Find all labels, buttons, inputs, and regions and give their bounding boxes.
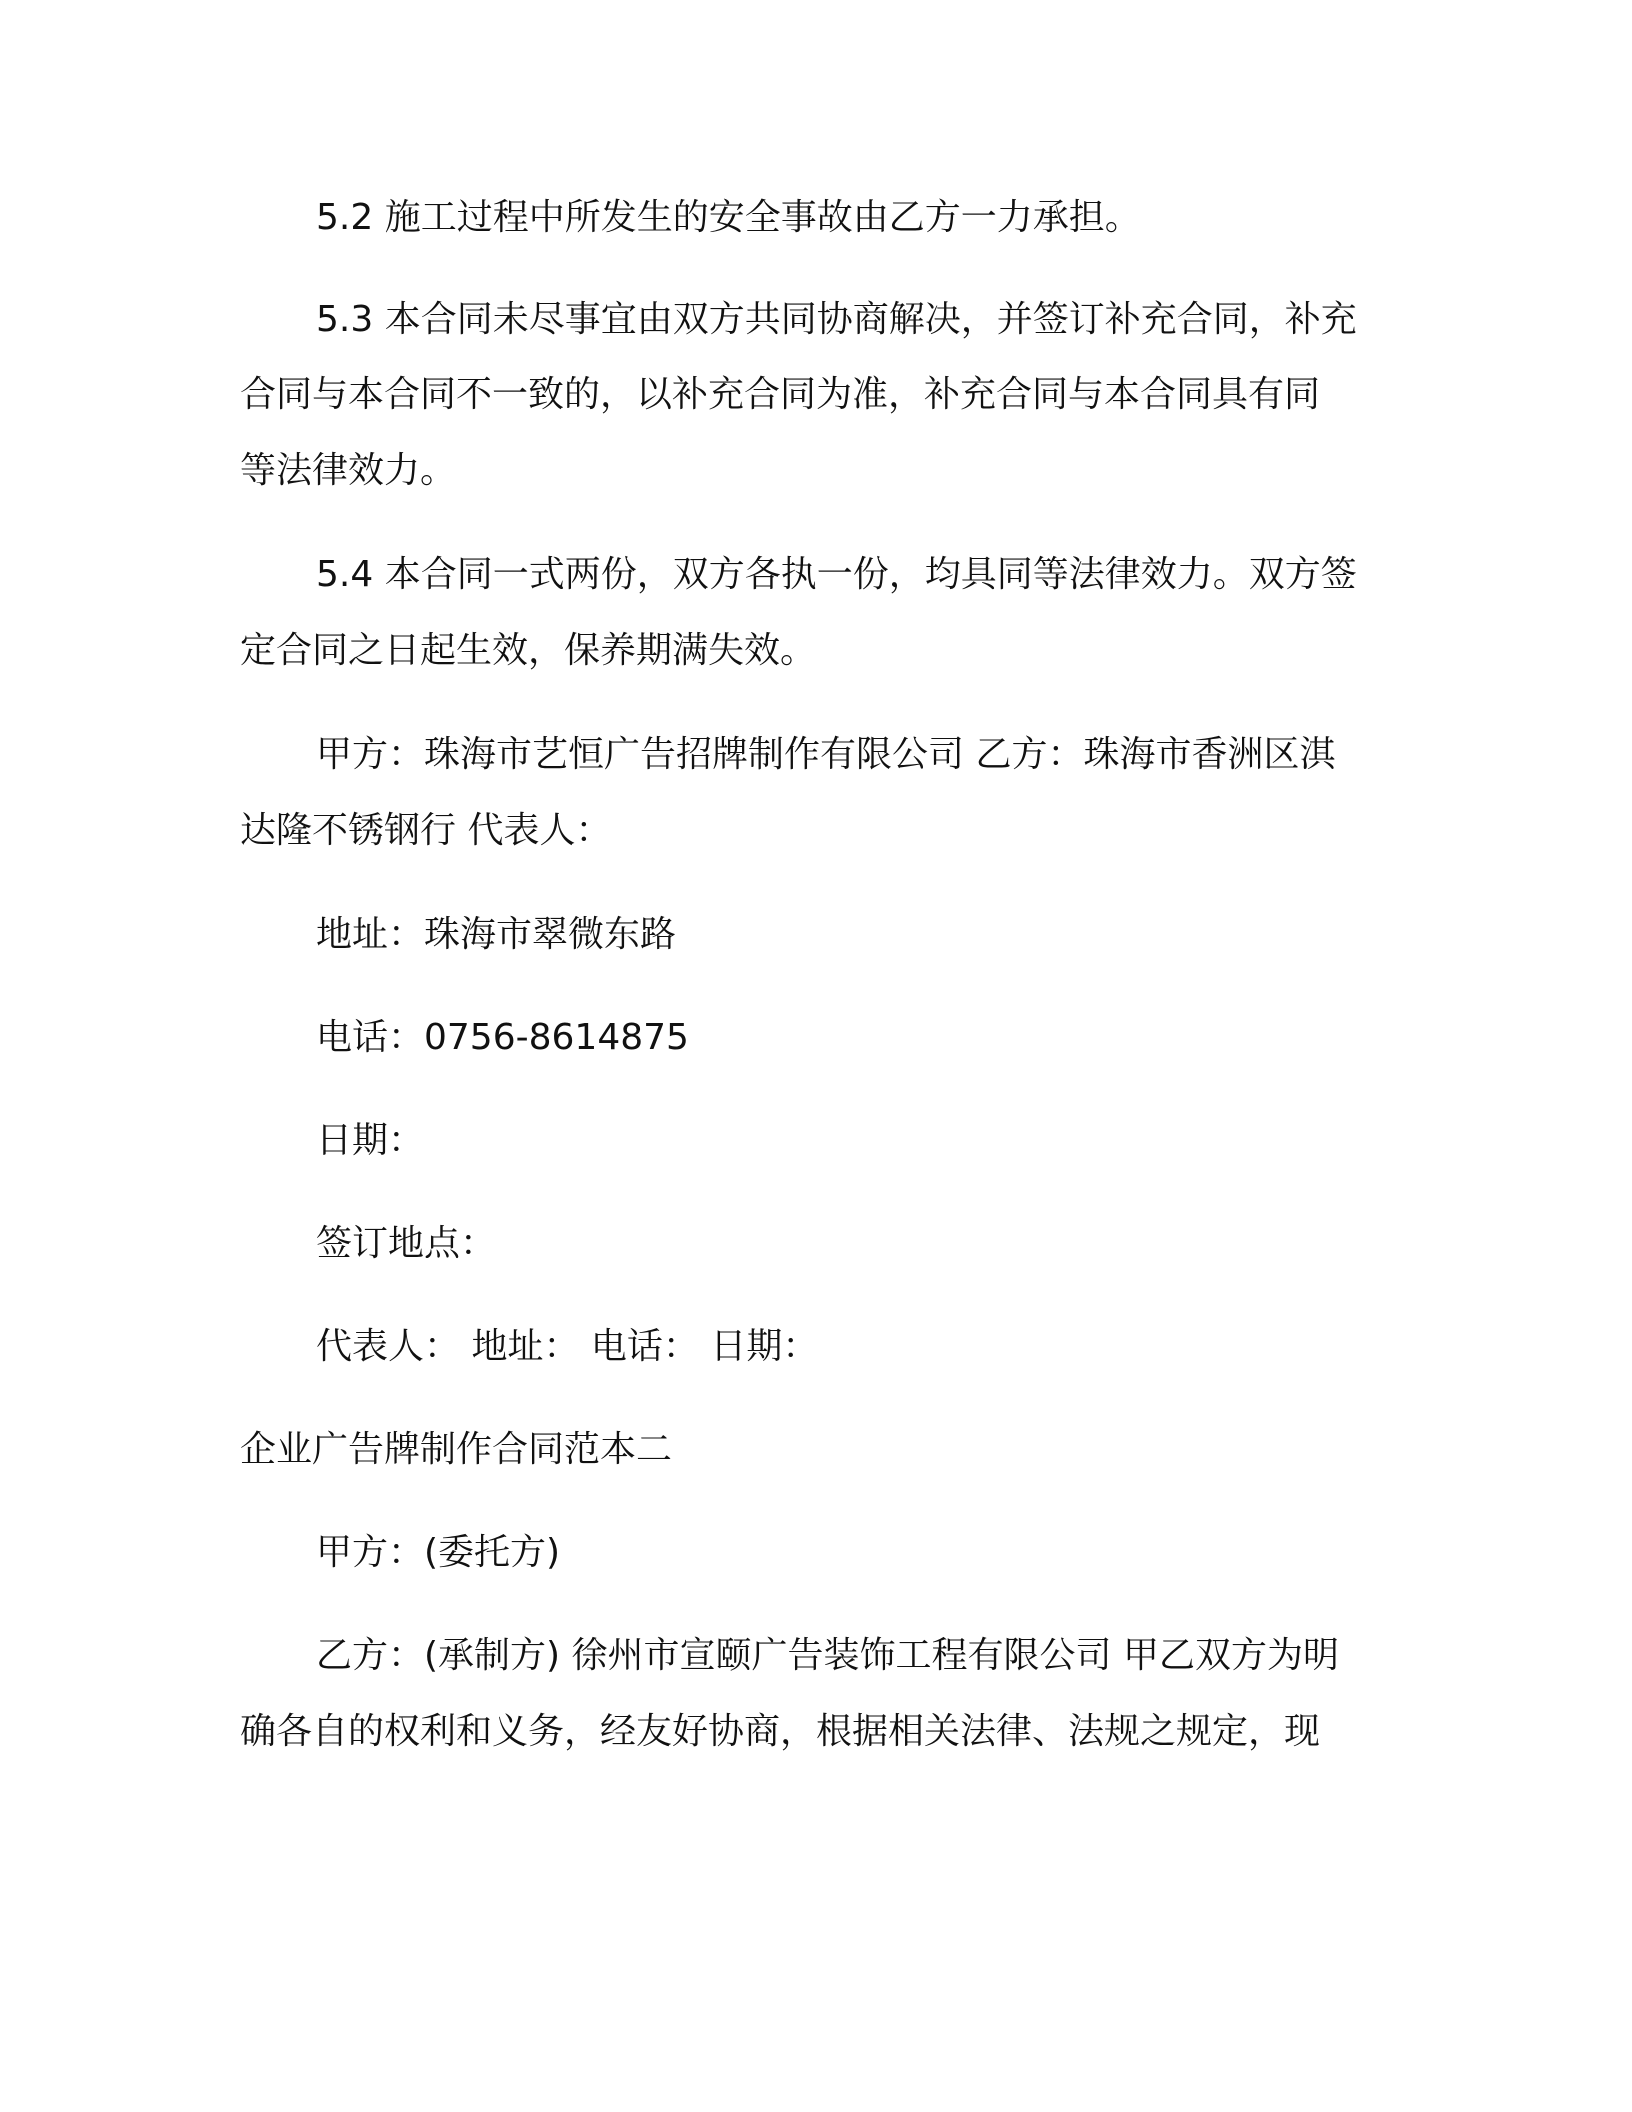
- second-party-fields-line: 代表人： 地址： 电话： 日期：: [316, 1326, 819, 1367]
- clause-5-4-line-2: 定合同之日起生效，保养期满失效。: [240, 630, 817, 671]
- party-b-two-line-1: 乙方：(承制方) 徐州市宣颐广告装饰工程有限公司 甲乙双方为明: [316, 1635, 1339, 1676]
- clause-5-3-line-2: 合同与本合同不一致的，以补充合同为准，补充合同与本合同具有同: [240, 374, 1321, 415]
- clause-5-2: 5.2 施工过程中所发生的安全事故由乙方一力承担。: [316, 197, 1141, 238]
- party-b-two-line-2: 确各自的权利和义务，经友好协商，根据相关法律、法规之规定，现: [240, 1711, 1321, 1752]
- clause-5-3-line-3: 等法律效力。: [240, 450, 457, 491]
- date-line: 日期：: [316, 1120, 425, 1161]
- sign-place-line: 签订地点：: [316, 1223, 497, 1264]
- clause-5-3-line-1: 5.3 本合同未尽事宜由双方共同协商解决，并签订补充合同，补充: [316, 299, 1357, 340]
- parties-line-2: 达隆不锈钢行 代表人：: [240, 810, 612, 851]
- party-a-two-line: 甲方：(委托方): [316, 1532, 561, 1573]
- template-two-title: 企业广告牌制作合同范本二: [240, 1429, 673, 1470]
- parties-line-1: 甲方：珠海市艺恒广告招牌制作有限公司 乙方：珠海市香洲区淇: [316, 734, 1336, 775]
- address-line: 地址：珠海市翠微东路: [316, 914, 677, 955]
- clause-5-4-line-1: 5.4 本合同一式两份，双方各执一份，均具同等法律效力。双方签: [316, 554, 1357, 595]
- phone-line: 电话：0756-8614875: [316, 1017, 689, 1058]
